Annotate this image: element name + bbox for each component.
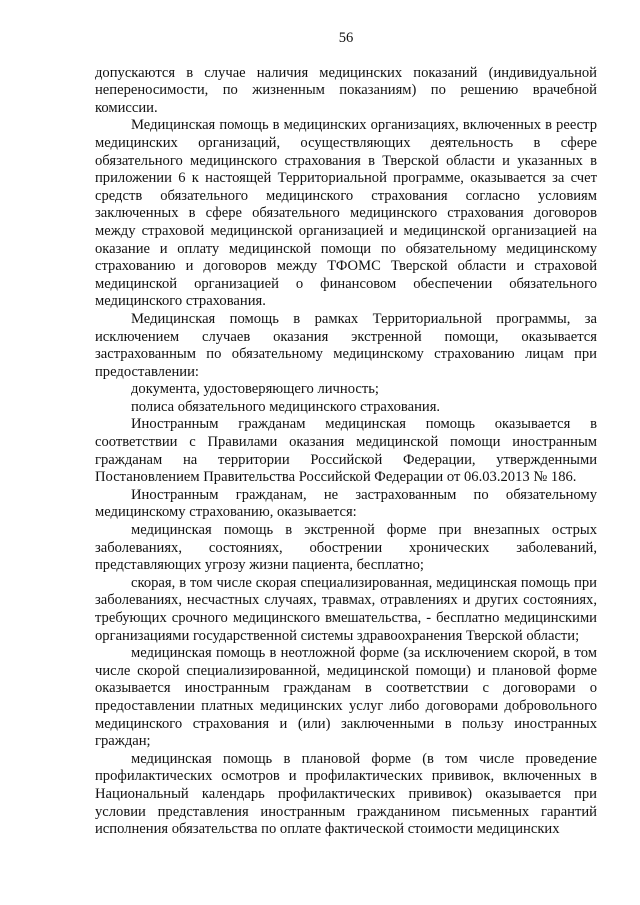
paragraph: скорая, в том числе скорая специализированная, медицинская помощь при заболеваниях, несчастных случаях, травмах, отравлениях и других состояниях, требующих срочного медицинского вмешательства, - бесплатно медицинскими организациями государственной системы здравоохранения Тверской области; [95, 574, 597, 644]
document-body [95, 65, 597, 839]
paragraph: документа, удостоверяющего личность; [131, 381, 379, 398]
paragraph: медицинская помощь в плановой форме (в том числе проведение профилактических осмотров и профилактических прививок, включенных в Национальный календарь профилактических прививок) оказывается при условии представления иностранным гражданином письменных гарантий исполнения обязательства по оплате фактической стоимости медицинских [95, 750, 597, 838]
paragraph: медицинская помощь в неотложной форме (за исключением скорой, в том числе скорой специализированной, медицинской помощи) и плановой форме оказывается иностранным гражданам в соответствии с договорами о предоставлении платных медицинских услуг либо договорами добровольного медицинского страхования и (или) заключенными в пользу иностранных граждан; [95, 645, 597, 750]
paragraph: Медицинская помощь в рамках Территориальной программы, за исключением случаев оказания экстренной помощи, оказывается застрахованным по обязательному медицинскому страхованию лицам при предоставлении: [95, 310, 597, 380]
paragraph: Иностранным гражданам, не застрахованным по обязательному медицинскому страхованию, оказывается: [95, 486, 597, 521]
document-page [95, 30, 597, 839]
paragraph: медицинская помощь в экстренной форме при внезапных острых заболеваниях, состояниях, обострении хронических заболеваний, представляющих угрозу жизни пациента, бесплатно; [95, 522, 597, 574]
paragraph: Иностранным гражданам медицинская помощь оказывается в соответствии с Правилами оказания медицинской помощи иностранным гражданам на территории Российской Федерации, утвержденными Постановлением Правительства Российской Федерации от 06.03.2013 № 186. [95, 416, 597, 486]
paragraph: полиса обязательного медицинского страхования. [131, 398, 441, 415]
paragraph: допускаются в случае наличия медицинских показаний (индивидуальной непереносимости, по жизненным показаниям) по решению врачебной комиссии. [95, 64, 597, 116]
paragraph: Медицинская помощь в медицинских организациях, включенных в реестр медицинских организаций, осуществляющих деятельность в сфере обязательного медицинского страхования в Тверской области и указанных в приложении 6 к настоящей Территориальной программе, оказывается за счет средств обязательного медицинского страхования согласно условиям заключенных в сфере обязательного медицинского страхования договоров между страховой медицинской организацией и медицинской организацией на оказание и оплату медицинской помощи по обязательному медицинскому страхованию и договоров между ТФОМС Тверской области и страховой медицинской организацией о финансовом обеспечении обязательного медицинского страхования. [95, 117, 597, 310]
page-number: 56 [338, 30, 354, 46]
